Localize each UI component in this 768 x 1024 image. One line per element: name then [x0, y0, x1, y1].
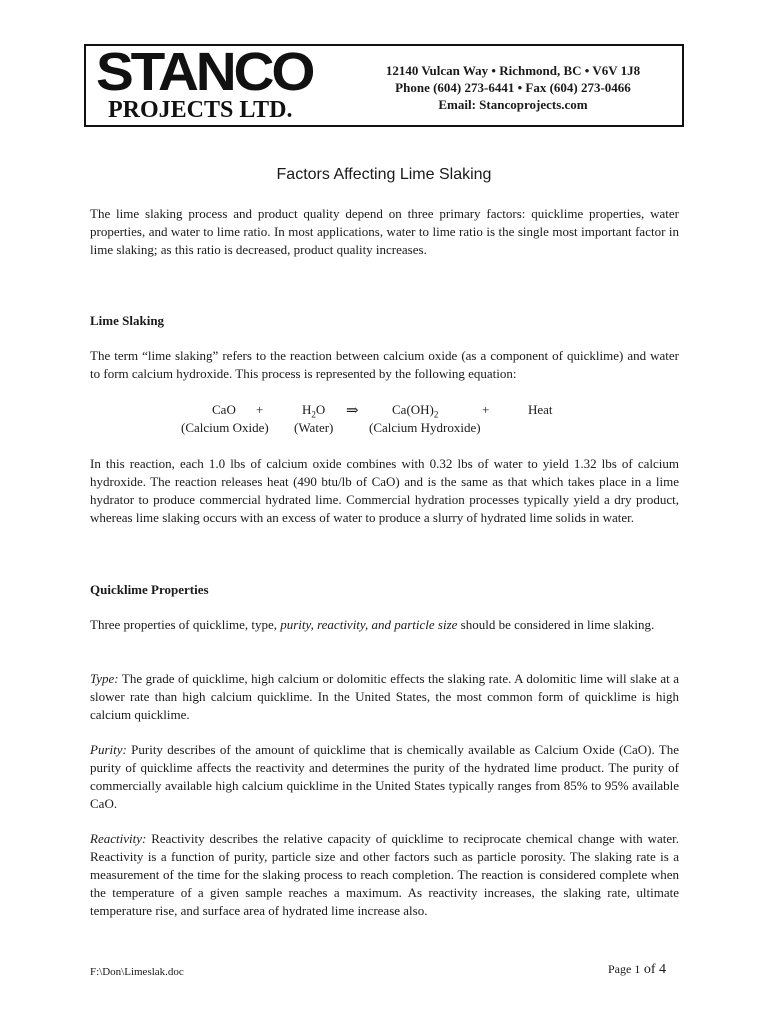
purity-label: Purity: — [90, 742, 127, 757]
logo-wordmark: STANCO — [96, 42, 313, 102]
lime-slaking-heading: Lime Slaking — [90, 313, 165, 328]
reaction-paragraph: In this reaction, each 1.0 lbs of calcium oxide combines with 0.32 lbs of water to yield 1.32 lbs of calcium hydroxide. The reaction releases heat (490 btu/lb of CaO) and is the same as that which takes place in a lime hydrator to produce commercial hydrated lime. Commercial hydration processes typically yield a dry product, whereas lime slaking occurs with an excess of water to produce a slurry of hydrated lime solids in water. — [90, 456, 679, 525]
equation-calcium-hydroxide: $Ca(OH)_2$ — [392, 402, 439, 420]
equation-arrow-icon: ⇒ — [346, 403, 359, 419]
contact-info — [348, 62, 678, 113]
email-line: Email: Stancoprojects.com — [438, 97, 588, 112]
lime-slaking-paragraph: The term “lime slaking” refers to the reaction between calcium oxide (as a component of quicklime) and water to form calcium hydroxide. This process is represented by the following equation: — [90, 348, 679, 381]
intro-paragraph: The lime slaking process and product quality depend on three primary factors: quicklime properties, water properties, and water to lime ratio. In most applications, water to lime ratio is the single most important factor in lime slaking; as this ratio is decreased, product quality increases. — [90, 206, 679, 257]
equation-heat: Heat — [528, 402, 553, 417]
footer-page-number: Page 1 of 4 — [608, 962, 666, 977]
quicklime-intro-paragraph: Three properties of quicklime, type, purity, reactivity, and particle size should be considered in lime slaking. — [90, 617, 655, 632]
equation-water: $H_2O$ — [302, 402, 326, 420]
logo-subline: PROJECTS LTD. — [108, 97, 293, 123]
address-line: 12140 Vulcan Way • Richmond, BC • V6V 1J8 — [385, 63, 641, 78]
phone-line: Phone (604) 273-6441 • Fax (604) 273-0466 — [395, 80, 631, 95]
purity-paragraph: Purity: Purity describes of the amount of quicklime that is chemically available as Calcium Oxide (CaO). The purity of quicklime affects the reactivity and determines the purity of the hydrated lime product. The purity of commercially available high calcium quicklime in the United States typically ranges from 85% to 95% available CaO. — [90, 742, 679, 811]
type-label: Type: — [90, 671, 119, 686]
label-calcium-oxide: (Calcium Oxide) — [181, 420, 269, 435]
footer-file-path: F:\Don\Limeslak.doc — [90, 966, 184, 978]
reactivity-label: Reactivity: — [90, 831, 147, 846]
letterhead — [84, 44, 684, 127]
equation-plus: + — [482, 402, 490, 417]
quicklime-properties-heading: Quicklime Properties — [90, 582, 209, 597]
equation-plus: + — [256, 402, 264, 417]
reactivity-paragraph: Reactivity: Reactivity describes the relative capacity of quicklime to reciprocate chemical change with water. Reactivity is a function of purity, particle size and other factors such as particle porosity. The slaking rate is a measurement of the time for the slaking process to reach completion. The reaction is considered complete when the temperature of a given sample reaches a maximum. As reactivity increases, the slaking rate, ultimate temperature rise, and surface area of hydrated lime increase also. — [90, 831, 679, 918]
type-paragraph: Type: The grade of quicklime, high calcium or dolomitic effects the slaking rate. A dolomitic lime will slake at a slower rate than high calcium quicklime. In the United States, the most common form of quicklime is high calcium quicklime. — [90, 671, 679, 722]
company-logo — [96, 42, 326, 126]
equation-cao: CaO — [212, 402, 236, 417]
label-water: (Water) — [294, 420, 334, 435]
label-calcium-hydroxide: (Calcium Hydroxide) — [369, 420, 481, 435]
document-title: Factors Affecting Lime Slaking — [276, 166, 492, 183]
